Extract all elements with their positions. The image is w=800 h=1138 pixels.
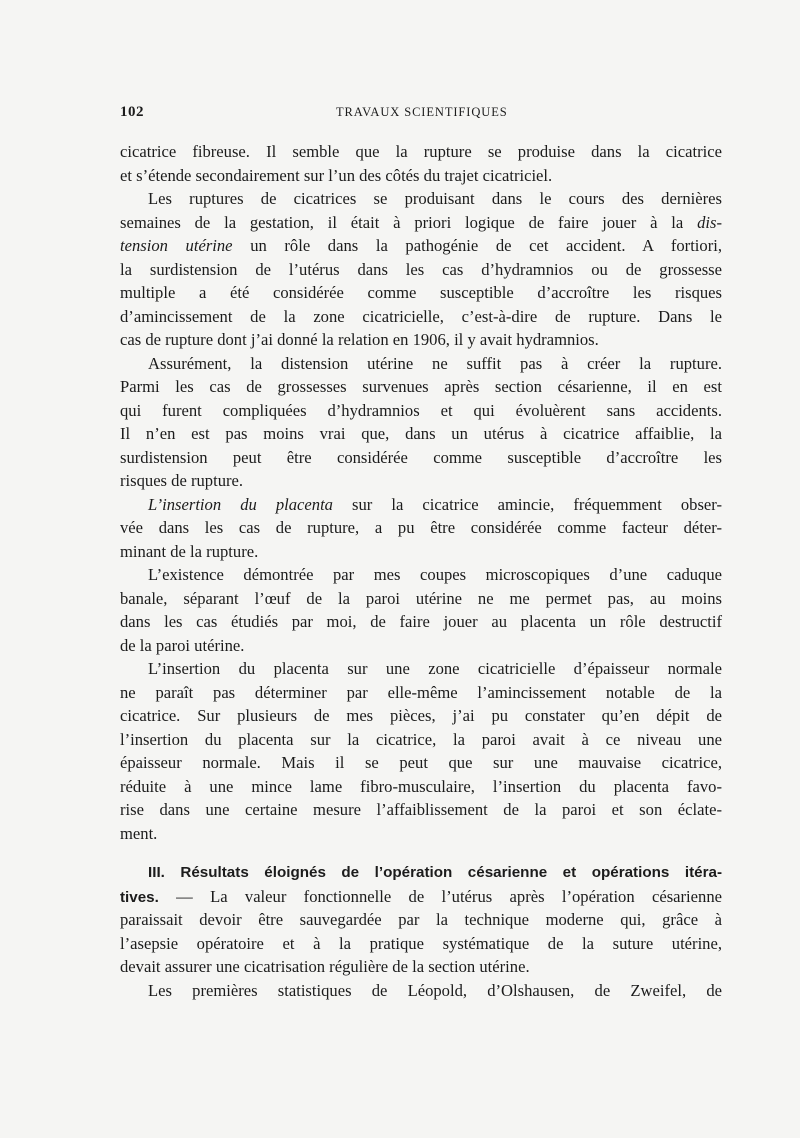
page-number: 102 [120, 104, 144, 120]
paragraph-7 [120, 979, 722, 1003]
text-line: cas de rupture dont j’ai donné la relation en 1906, il y avait hydramnios. [120, 330, 599, 349]
section-spacer [120, 845, 722, 861]
paragraph-4 [120, 493, 722, 564]
text-line: dans les cas étudiés par moi, de faire jouer au placenta un rôle destructif [120, 612, 722, 631]
paragraph-1 [120, 140, 722, 187]
text-line: vée dans les cas de rupture, a pu être considérée comme facteur déter- [120, 518, 722, 537]
text-line: Les premières statistiques de Léopold, d’Olshausen, de Zweifel, de [148, 980, 722, 1000]
text-line [120, 211, 722, 235]
italic-run: tension utérine [120, 236, 233, 255]
text-line: multiple a été considérée comme susceptible d’accroître les risques [120, 283, 722, 302]
paragraph-3 [120, 352, 722, 493]
paragraph-6 [120, 657, 722, 845]
text-line: surdistension peut être considérée comme susceptible d’accroître les [120, 447, 722, 467]
text-line [120, 234, 722, 258]
text-line: et s’étende secondairement sur l’un des côtés du trajet cicatriciel. [120, 165, 553, 185]
text-line: cicatrice fibreuse. Il semble que la rupture se produise dans la cicatrice [120, 142, 722, 161]
text-line: de la paroi utérine. [120, 635, 245, 655]
text-line: la surdistension de l’utérus dans les cas d’hydramnios ou de grossesse [120, 259, 722, 279]
section-3 [120, 861, 722, 979]
text-line: d’amincissement de la zone cicatricielle, c’est-à-dire de rupture. Dans le [120, 306, 722, 326]
paragraph-5 [120, 563, 722, 657]
text-line: l’asepsie opératoire et à la pratique systématique de la suture utérine, [120, 933, 722, 953]
text-line: Assurément, la distension utérine ne suffit pas à créer la rupture. [148, 353, 722, 373]
text-line: Il n’en est pas moins vrai que, dans un utérus à cicatrice affaiblie, la [120, 424, 722, 443]
section-heading: III. Résultats éloignés de l’opération césarienne et opérations itéra- [148, 864, 722, 881]
text-run: sur la cicatrice amincie, fréquemment obser- [352, 494, 723, 514]
running-head [120, 104, 720, 126]
text-line: ment. [120, 823, 158, 843]
italic-run: L’insertion du placenta [148, 494, 333, 514]
paragraph-2 [120, 187, 722, 352]
text-line: paraissait devoir être sauvegardée par la technique moderne qui, grâce à [120, 910, 722, 929]
text-line: réduite à une mince lame fibro-musculaire, l’insertion du placenta favo- [120, 776, 722, 796]
text-run: semaines de la gestation, il était à priori logique de faire jouer à la [120, 212, 684, 232]
body-text [120, 140, 722, 1002]
text-line [120, 885, 722, 909]
text-run: un rôle dans la pathogénie de cet accident. A fortiori, [250, 236, 723, 255]
text-run: — La valeur fonctionnelle de l’utérus après l’opération césarienne [158, 886, 722, 906]
section-heading-tail: tives. [120, 888, 159, 906]
text-line: L’existence démontrée par mes coupes microscopiques d’une caduque [148, 565, 722, 584]
italic-run: dis- [697, 212, 722, 232]
text-line [120, 493, 722, 517]
text-line: Parmi les cas de grossesses survenues après section césarienne, il en est [120, 377, 722, 396]
running-title: TRAVAUX SCIENTIFIQUES [336, 105, 508, 119]
text-line: Les ruptures de cicatrices se produisant dans le cours des dernières [148, 189, 722, 208]
text-line: ne paraît pas déterminer par elle-même l’amincissement notable de la [120, 682, 722, 702]
text-line: épaisseur normale. Mais il se peut que sur une mauvaise cicatrice, [120, 753, 722, 772]
text-line: risques de rupture. [120, 471, 244, 490]
text-line: banale, séparant l’œuf de la paroi utérine ne me permet pas, au moins [120, 588, 722, 608]
text-line: rise dans une certaine mesure l’affaiblissement de la paroi et son éclate- [120, 800, 722, 819]
text-line: minant de la rupture. [120, 541, 259, 561]
text-line: cicatrice. Sur plusieurs de mes pièces, j’ai pu constater qu’en dépit de [120, 706, 722, 725]
text-line: L’insertion du placenta sur une zone cicatricielle d’épaisseur normale [148, 659, 722, 678]
text-line: qui furent compliquées d’hydramnios et qui évoluèrent sans accidents. [120, 400, 722, 420]
text-line: l’insertion du placenta sur la cicatrice, la paroi avait à ce niveau une [120, 729, 722, 749]
text-line: devait assurer une cicatrisation régulière de la section utérine. [120, 957, 530, 976]
